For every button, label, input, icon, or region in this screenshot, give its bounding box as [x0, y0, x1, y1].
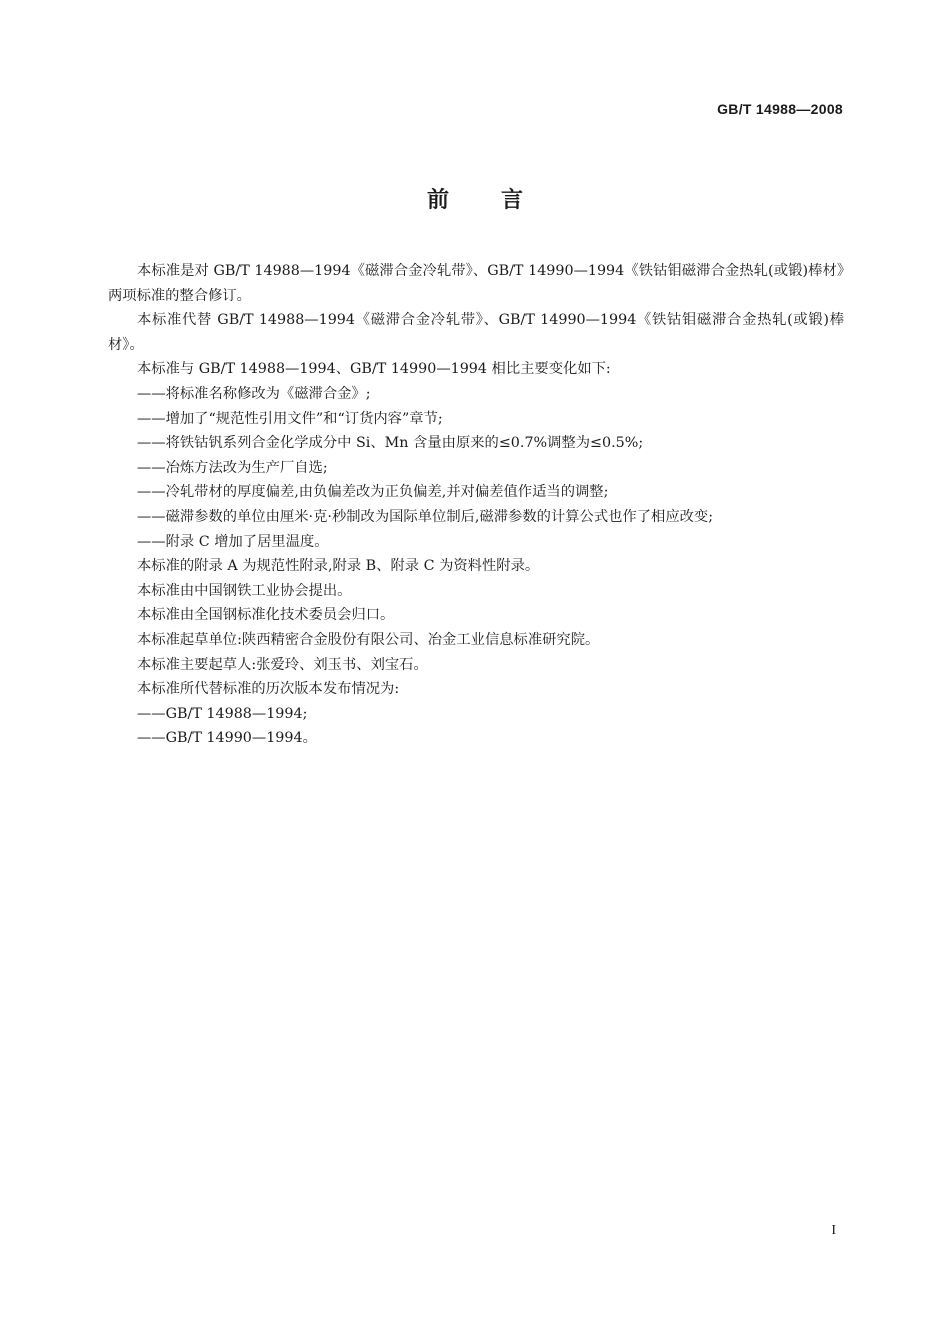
paragraph-drafters: 本标准主要起草人:张爱玲、刘玉书、刘宝石。 [137, 656, 428, 673]
list-item-change: ——冶炼方法改为生产厂自选; [137, 459, 328, 476]
paragraph-changes-intro: 本标准与 GB/T 14988—1994、GB/T 14990—1994 相比主要变化如下: [137, 361, 611, 378]
foreword-body [108, 259, 844, 751]
paragraph-drafting-units: 本标准起草单位:陕西精密合金股份有限公司、冶金工业信息标准研究院。 [137, 631, 600, 648]
list-item-change: ——附录 C 增加了居里温度。 [137, 533, 329, 550]
list-item-change: ——将铁钴钒系列合金化学成分中 Si、Mn 含量由原来的≤0.7%调整为≤0.5%; [137, 435, 644, 452]
list-item-version: ——GB/T 14988—1994; [137, 705, 308, 722]
paragraph-centralized-by: 本标准由全国钢标准化技术委员会归口。 [137, 607, 395, 624]
standard-number: GB/T 14988—2008 [717, 101, 843, 117]
paragraph-appendix: 本标准的附录 A 为规范性附录,附录 B、附录 C 为资料性附录。 [137, 558, 540, 575]
list-item-change: ——磁滞参数的单位由厘米·克·秒制改为国际单位制后,磁滞参数的计算公式也作了相应改变; [137, 508, 714, 525]
list-item-version: ——GB/T 14990—1994。 [137, 730, 317, 747]
page-title: 前言 [426, 188, 575, 213]
list-item-change: ——增加了“规范性引用文件”和“订货内容”章节; [137, 410, 443, 427]
list-item-change: ——冷轧带材的厚度偏差,由负偏差改为正负偏差,并对偏差值作适当的调整; [137, 484, 609, 501]
paragraph-replacement: 本标准代替 GB/T 14988—1994《磁滞合金冷轧带》、GB/T 14990—1994《铁钴钼磁滞合金热轧(或锻)棒材》。 [108, 312, 844, 353]
paragraph-versions-intro: 本标准所代替标准的历次版本发布情况为: [137, 681, 400, 698]
page-number: I [831, 1223, 836, 1238]
list-item-change: ——将标准名称修改为《磁滞合金》; [137, 385, 371, 402]
paragraph-integration: 本标准是对 GB/T 14988—1994《磁滞合金冷轧带》、GB/T 14990—1994《铁钴钼磁滞合金热轧(或锻)棒材》两项标准的整合修订。 [108, 263, 844, 304]
paragraph-proposed-by: 本标准由中国钢铁工业协会提出。 [137, 582, 352, 599]
